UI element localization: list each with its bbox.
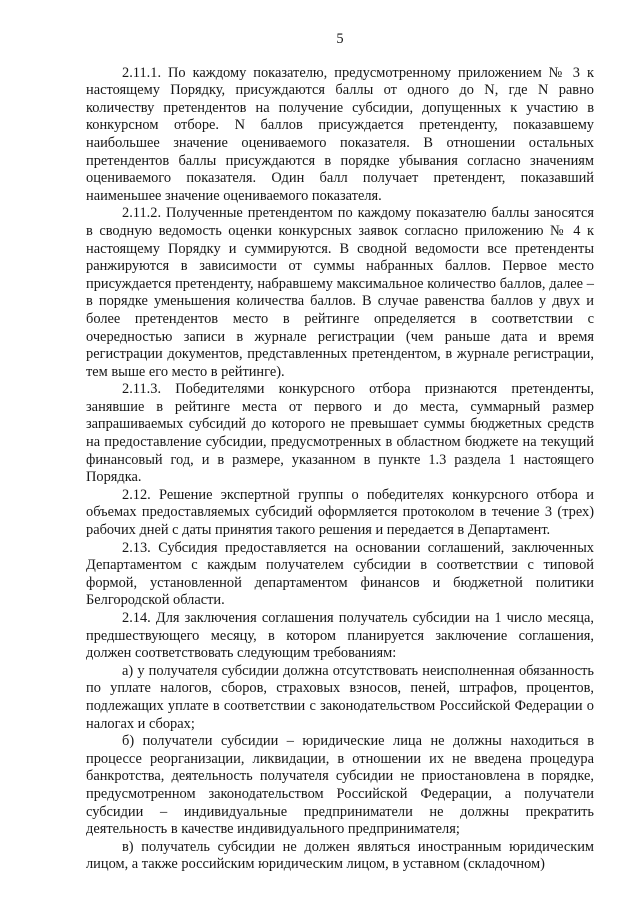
- paragraph-2-11-3: 2.11.3. Победителями конкурсного отбора признаются претенденты, занявшие в рейтинге места от первого и до места, суммарный размер запрашиваемых субсидий до которого не превышает суммы бюджетных средств на предоставление субсидии, предусмотренных в областном бюджете на текущий финансовый год, и в размере, указанном в пункте 1.3 раздела 1 настоящего Порядка.: [86, 381, 594, 486]
- page-number: 5: [336, 31, 344, 47]
- paragraph-2-11-1: 2.11.1. По каждому показателю, предусмотренному приложением № 3 к настоящему Порядку, присуждаются баллы от одного до N, где N равно количеству претендентов на получение субсидии, допущенных к участию в конкурсном отборе. N баллов присуждается претенденту, показавшему наибольшее значение оцениваемого показателя. В отношении остальных претендентов баллы присуждаются в порядке убывания согласно значениям оцениваемого показателя. Один балл получает претендент, показавший наименьшее значение оцениваемого показателя.: [86, 64, 594, 204]
- requirement-a: а) у получателя субсидии должна отсутствовать неисполненная обязанность по уплате налогов, сборов, страховых взносов, пеней, штрафов, процентов, подлежащих уплате в соответствии с законодательством Российской Федерации о налогах и сборах;: [86, 662, 594, 732]
- requirement-v: в) получатель субсидии не должен являться иностранным юридическим лицом, а также российским юридическим лицом, в уставном (складочном): [86, 838, 594, 873]
- paragraph-2-14: 2.14. Для заключения соглашения получатель субсидии на 1 число месяца, предшествующего месяцу, в котором планируется заключение соглашения, должен соответствовать следующим требованиям:: [86, 610, 594, 662]
- paragraph-2-13: 2.13. Субсидия предоставляется на основании соглашений, заключенных Департаментом с каждым получателем субсидии в соответствии с типовой формой, установленной департаментом финансов и бюджетной политики Белгородской области.: [86, 539, 594, 609]
- requirement-b: б) получатели субсидии – юридические лица не должны находиться в процессе реорганизации, ликвидации, в отношении их не введена процедура банкротства, деятельность получателя субсидии не приостановлена в порядке, предусмотренном законодательством Российской Федерации, а получатели субсидии – индивидуальные предприниматели не должны прекратить деятельность в качестве индивидуального предпринимателя;: [86, 733, 594, 838]
- paragraph-2-11-2: 2.11.2. Полученные претендентом по каждому показателю баллы заносятся в сводную ведомость оценки конкурсных заявок согласно приложению № 4 к настоящему Порядку и суммируются. В сводной ведомости все претенденты ранжируются в зависимости от суммы набранных баллов. Первое место присуждается претенденту, набравшему максимальное количество баллов, далее – в порядке уменьшения количества баллов. В случае равенства баллов у двух и более претендентов место в рейтинге определяется в соответствии с очередностью записи в журнале регистрации (чем раньше дата и время регистрации документов, представленных претендентом, в журнале регистрации, тем выше его место в рейтинге).: [86, 205, 594, 380]
- paragraph-2-12: 2.12. Решение экспертной группы о победителях конкурсного отбора и объемах предоставляемых субсидий оформляется протоколом в течение 3 (трех) рабочих дней с даты принятия такого решения и передается в Департамент.: [86, 486, 594, 539]
